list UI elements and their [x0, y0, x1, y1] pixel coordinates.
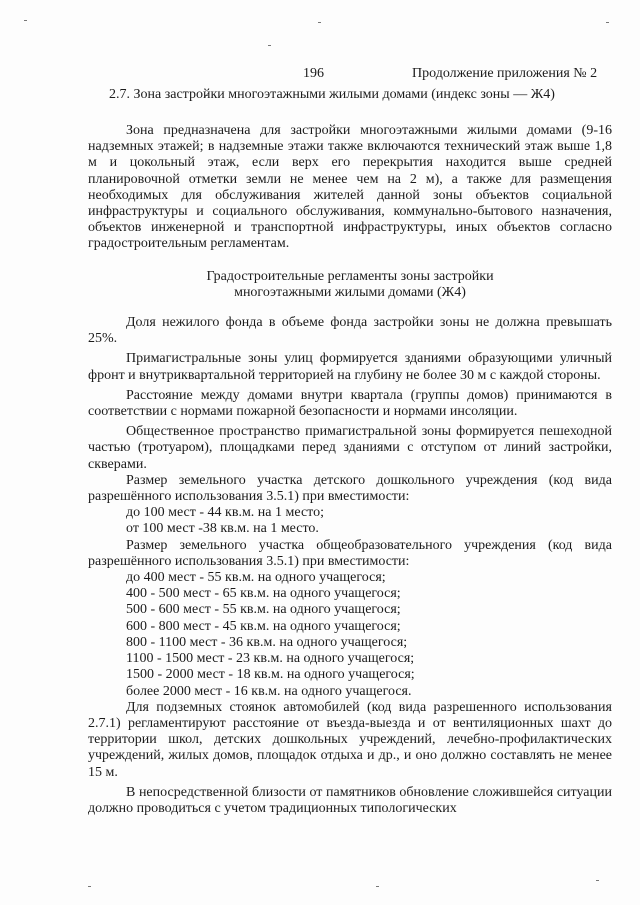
- list-item: 500 - 600 мест - 55 кв.м. на одного учащегося;: [126, 602, 401, 618]
- paragraph-kindergarten-plot: Размер земельного участка детского дошкольного учреждения (код вида разрешённого использования 3.5.1) при вместимости:: [88, 472, 612, 505]
- scan-speck: [24, 20, 27, 21]
- list-item: более 2000 мест - 16 кв.м. на одного учащегося.: [126, 683, 412, 699]
- list-item: 800 - 1100 мест - 36 кв.м. на одного учащегося;: [126, 634, 408, 650]
- scan-speck: [606, 22, 609, 23]
- paragraph-school-plot: Размер земельного участка общеобразовательного учреждения (код вида разрешённого использования 3.5.1) при вместимости:: [88, 537, 612, 569]
- list-item: до 100 мест - 44 кв.м. на 1 место;: [126, 505, 324, 521]
- scan-speck: [596, 880, 599, 881]
- list-item: 1100 - 1500 мест - 23 кв.м. на одного учащегося;: [126, 651, 415, 667]
- scan-speck: [88, 886, 91, 887]
- section-title: 2.7. Зона застройки многоэтажными жилыми домами (индекс зоны — Ж4): [109, 87, 555, 102]
- paragraph-house-distances: Расстояние между домами внутри квартала (группы домов) принимаются в соответствии с нормами пожарной безопасности и нормами инсоляции.: [88, 387, 612, 420]
- paragraph-public-space: Общественное пространство примагистральной зоны формируется пешеходной частью (тротуаром), площадками перед зданиями с отступом от линий застройки, скверами.: [88, 424, 612, 472]
- list-item: 1500 - 2000 мест - 18 кв.м. на одного учащегося;: [126, 667, 415, 683]
- list-item: от 100 мест -38 кв.м. на 1 место.: [126, 521, 319, 537]
- school-capacity-list: [88, 570, 612, 700]
- subheading-line-2: многоэтажными жилыми домами (Ж4): [234, 284, 466, 300]
- scan-speck: [376, 886, 379, 887]
- scan-speck: [268, 45, 271, 46]
- regulations-subheading: [88, 269, 612, 301]
- kindergarten-capacity-list: [88, 505, 612, 537]
- paragraph-monuments: В непосредственной близости от памятников обновление сложившейся ситуации должно проводиться с учетом традиционных типологических: [88, 784, 612, 816]
- paragraph-nonresidential-share: Доля нежилого фонда в объеме фонда застройки зоны не должна превышать 25%.: [88, 315, 612, 347]
- paragraph-arterial-zones: Примагистральные зоны улиц формируется зданиями образующими уличный фронт и внутриквартальной территорией на глубину не более 30 м с каждой стороны.: [88, 351, 612, 383]
- document-body: [88, 123, 612, 817]
- paragraph-underground-parking: Для подземных стоянок автомобилей (код вида разрешенного использования 2.7.1) регламентируют расстояние от въезда-выезда и от вентиляционных шахт до территории школ, детских дошкольных учреждений, лечебно-профилактических учреждений, жилых домов, площадок отдыха и др., и оно должно составлять не менее 15 м.: [88, 699, 612, 780]
- subheading-line-1: Градостроительные регламенты зоны застройки: [206, 268, 494, 284]
- scan-speck: [318, 22, 321, 23]
- intro-paragraph: Зона предназначена для застройки многоэтажными жилыми домами (9-16 надземных этажей; в надземные этажи также включаются технический этаж выше 1,8 м и цокольный этаж, если верх его перекрытия находится выше средней планировочной отметки земли не менее чем на 2 м), а также для размещения необходимых для обслуживания жителей данной зоны объектов социальной инфраструктуры и социального обслуживания, коммунально-бытового назначения, объектов инженерной и транспортной инфраструктуры, иных объектов согласно градостроительным регламентам.: [88, 123, 612, 252]
- page-number: 196: [303, 66, 324, 81]
- list-item: 400 - 500 мест - 65 кв.м. на одного учащегося;: [126, 586, 401, 602]
- list-item: 600 - 800 мест - 45 кв.м. на одного учащегося;: [126, 618, 401, 634]
- list-item: до 400 мест - 55 кв.м. на одного учащегося;: [126, 570, 386, 586]
- appendix-continuation: Продолжение приложения № 2: [412, 66, 598, 81]
